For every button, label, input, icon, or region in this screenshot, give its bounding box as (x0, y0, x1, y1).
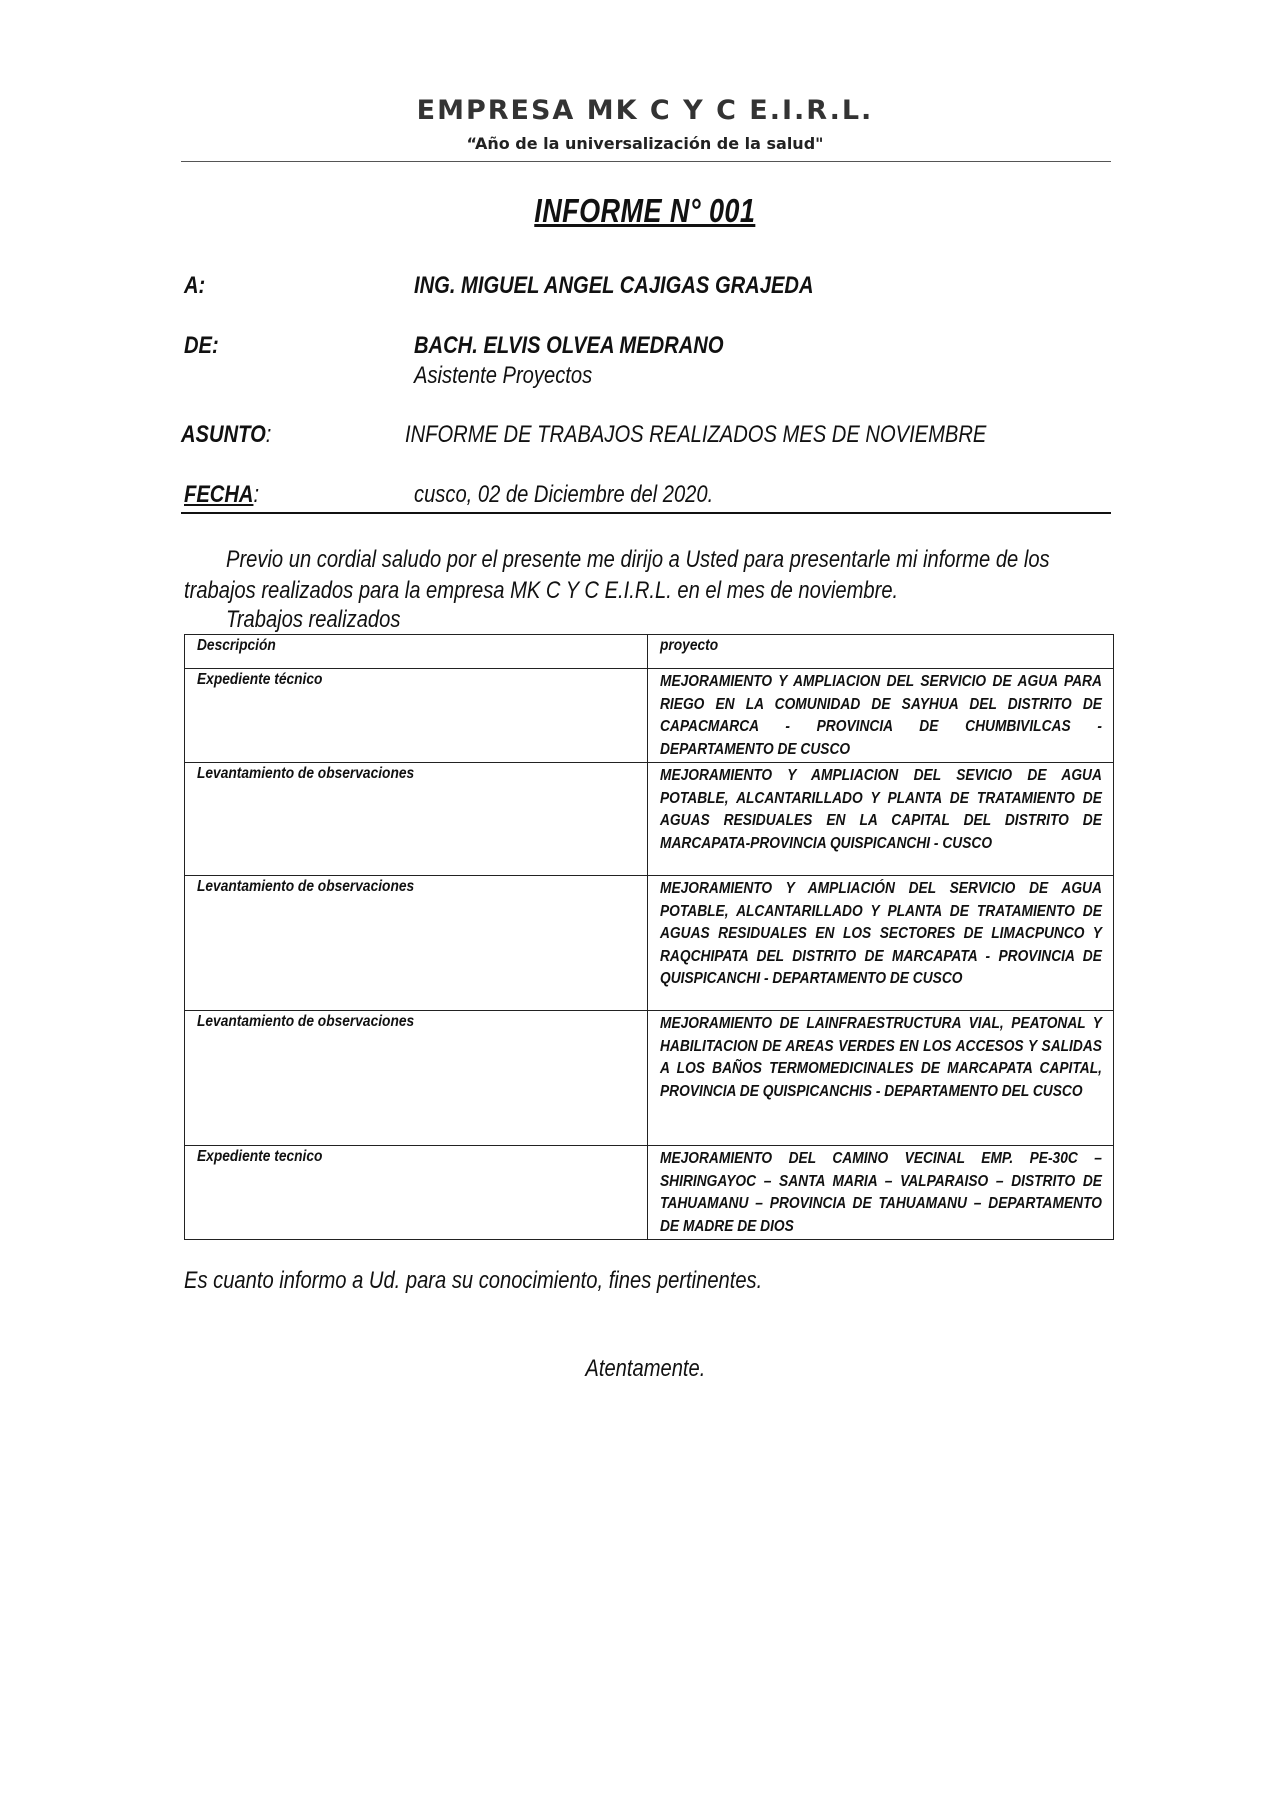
row-project: MEJORAMIENTO DEL CAMINO VECINAL EMP. PE-30C – SHIRINGAYOC – SANTA MARIA – VALPARAISO – DISTRITO DE TAHUAMANU – PROVINCIA DE TAHUAMANU – DEPARTAMENTO DE MADRE DE DIOS (648, 1146, 1114, 1240)
subject-value: INFORME DE TRABAJOS REALIZADOS MES DE NOVIEMBRE (405, 421, 987, 448)
intro-line-1: Previo un cordial saludo por el presente me dirijo a Usted para presentarle mi informe de los (226, 546, 1050, 573)
table-header-row (185, 635, 1114, 669)
date-colon: : (253, 481, 260, 508)
table-row (185, 876, 1114, 1011)
date-value: cusco, 02 de Diciembre del 2020. (414, 481, 714, 508)
subject-colon: : (265, 421, 272, 448)
report-title-wrap (180, 192, 1110, 230)
closing-text: Es cuanto informo a Ud. para su conocimiento, fines pertinentes. (184, 1267, 763, 1294)
works-table (184, 634, 1114, 1240)
table-row (185, 669, 1114, 763)
intro-line-3: Trabajos realizados (226, 606, 401, 633)
to-value: ING. MIGUEL ANGEL CAJIGAS GRAJEDA (414, 272, 814, 299)
row-description: Levantamiento de observaciones (185, 763, 648, 876)
to-label: A: (184, 272, 206, 299)
row-project: MEJORAMIENTO Y AMPLIACION DEL SEVICIO DE AGUA POTABLE, ALCANTARILLADO Y PLANTA DE TRATAMIENTO DE AGUAS RESIDUALES EN LA CAPITAL DEL DISTRITO DE MARCAPATA-PROVINCIA QUISPICANCHI - CUSCO (648, 763, 1114, 876)
year-motto: “Año de la universalización de la salud" (466, 134, 824, 153)
header-divider (181, 161, 1111, 162)
row-description: Expediente tecnico (185, 1146, 648, 1240)
row-description: Levantamiento de observaciones (185, 1011, 648, 1146)
table-row (185, 763, 1114, 876)
table-row (185, 1146, 1114, 1240)
subject-label-text: ASUNTO (181, 421, 266, 448)
row-project: MEJORAMIENTO Y AMPLIACIÓN DEL SERVICIO DE AGUA POTABLE, ALCANTARILLADO Y PLANTA DE TRATAMIENTO DE AGUAS RESIDUALES EN LOS SECTORES DE LIMACPUNCO Y RAQCHIPATA DEL DISTRITO DE MARCAPATA - PROVINCIA DE QUISPICANCHI - DEPARTAMENTO DE CUSCO (648, 876, 1114, 1011)
fields-divider (181, 512, 1111, 514)
from-value: BACH. ELVIS OLVEA MEDRANO (414, 332, 724, 359)
from-role: Asistente Proyectos (414, 362, 593, 389)
row-project: MEJORAMIENTO Y AMPLIACION DEL SERVICIO DE AGUA PARA RIEGO EN LA COMUNIDAD DE SAYHUA DEL DISTRITO DE CAPACMARCA - PROVINCIA DE CHUMBIVILCAS - DEPARTAMENTO DE CUSCO (648, 669, 1114, 763)
report-title: INFORME N° 001 (534, 192, 756, 229)
regards-text: Atentamente. (585, 1355, 705, 1382)
date-label (184, 481, 273, 509)
company-name: EMPRESA MK C Y C E.I.R.L. (416, 95, 874, 126)
row-project: MEJORAMIENTO DE LAINFRAESTRUCTURA VIAL, PEATONAL Y HABILITACION DE AREAS VERDES EN LOS ACCESOS Y SALIDAS A LOS BAÑOS TERMOMEDICINALES DE MARCAPATA CAPITAL, PROVINCIA DE QUISPICANCHIS - DEPARTAMENTO DEL CUSCO (648, 1011, 1114, 1146)
subject-label (181, 421, 289, 449)
intro-line-2: trabajos realizados para la empresa MK C Y C E.I.R.L. en el mes de noviembre. (184, 577, 899, 604)
date-label-text: FECHA (184, 481, 254, 508)
header-description: Descripción (185, 635, 648, 669)
row-description: Levantamiento de observaciones (185, 876, 648, 1011)
header-project: proyecto (648, 635, 1114, 669)
from-label: DE: (184, 332, 219, 359)
row-description: Expediente técnico (185, 669, 648, 763)
table-row (185, 1011, 1114, 1146)
